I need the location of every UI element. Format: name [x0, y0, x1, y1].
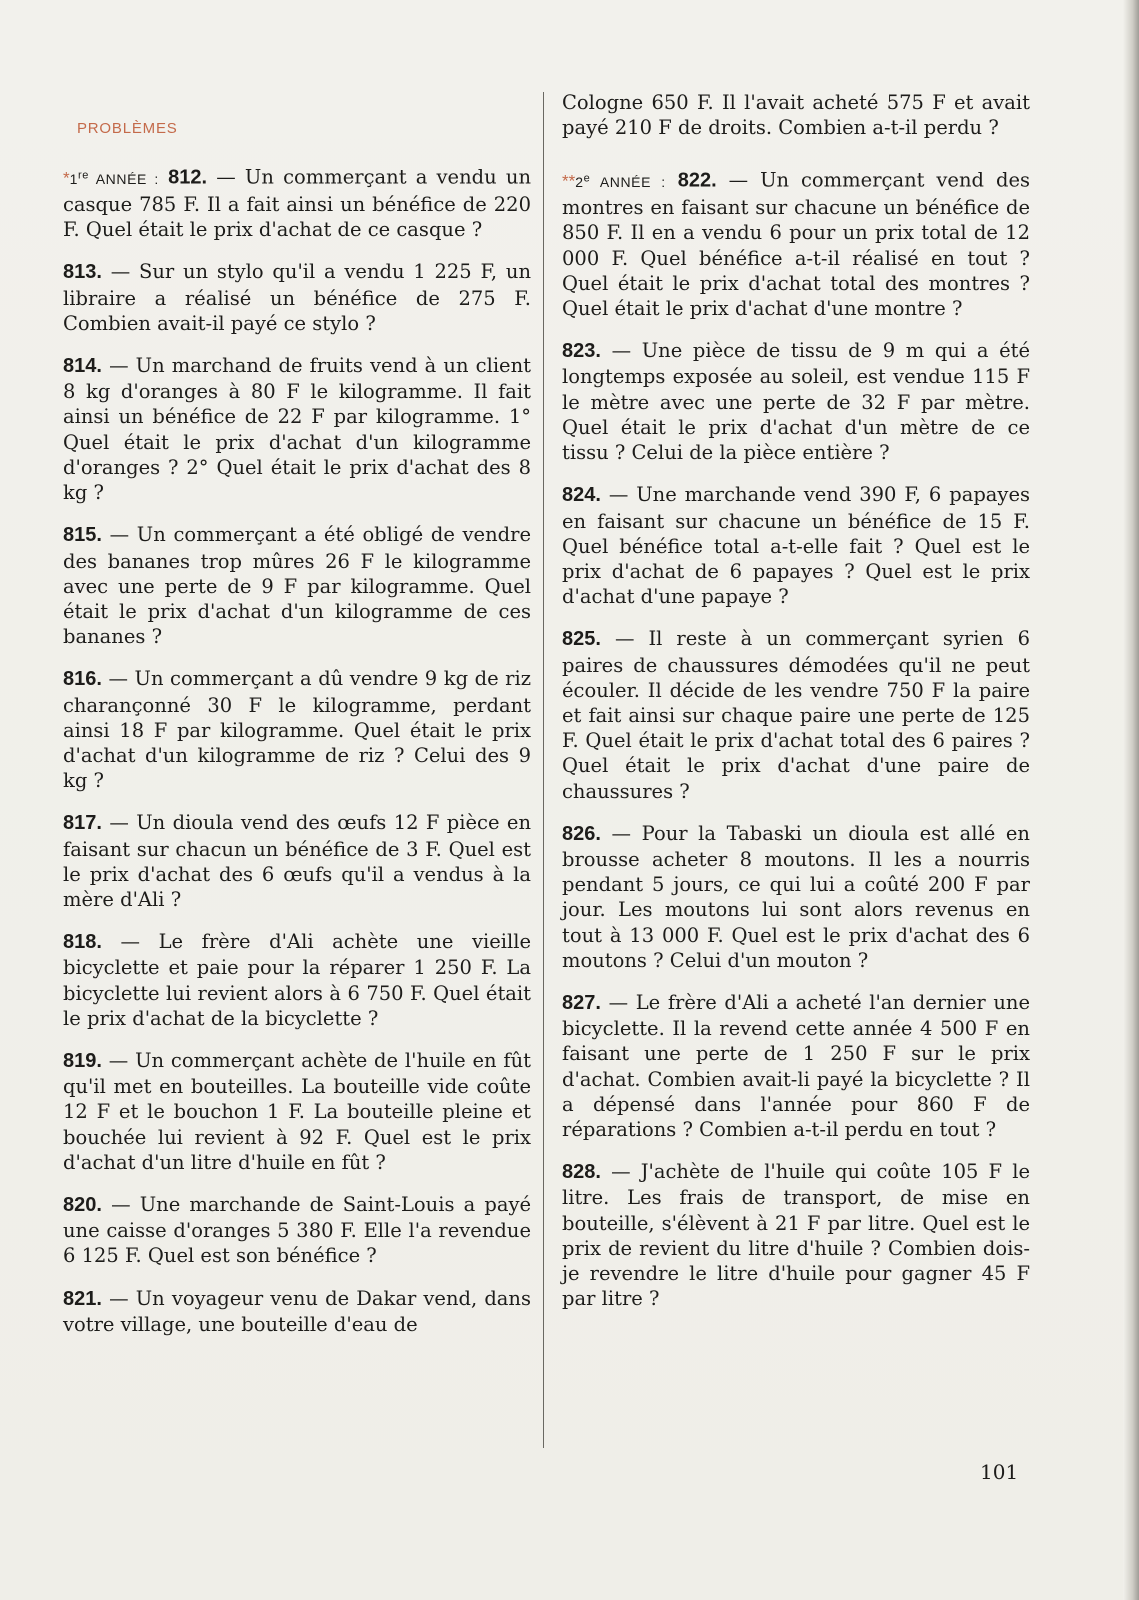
problem-text: — J'achète de l'huile qui coûte 105 F le litre. Les frais de transport, de mise en bouteille, s'élèvent à 21 F par litre. Quel est le prix de revient du litre d'huile ? Combien dois-je revendre le litre d'huile pour gagner 45 F par litre ? [562, 1160, 1030, 1311]
left-column [63, 116, 531, 1354]
problem-text: — Un commerçant a dû vendre 9 kg de riz charançonné 30 F le kilogramme, perdant ainsi 18 F par kilogramme. Quel était le prix d'achat d'un kilogramme de riz ? Celui des 9 kg ? [63, 667, 531, 793]
level-label: 2e ANNÉE : [575, 172, 666, 191]
section-title: PROBLÈMES [77, 120, 178, 137]
problem-text: — Un marchand de fruits vend à un client 8 kg d'oranges à 80 F le kilogramme. Il fait ainsi un bénéfice de 22 F par kilogramme. 1° Quel était le prix d'achat d'un kilogramme d'oranges ? 2° Quel était le prix d'achat des 8 kg ? [63, 354, 531, 505]
problem-number: 819. [63, 1049, 102, 1072]
problem-826 [562, 821, 1030, 973]
problem-number: 827. [562, 991, 601, 1014]
problem-text: — Pour la Tabaski un dioula est allé en brousse acheter 8 moutons. Il les a nourris pendant 5 jours, ce qui lui a coûté 200 F par jour. Les moutons lui sont alors revenus en tout à 13 000 F. Quel est le prix d'achat des 6 moutons ? Celui d'un mouton ? [562, 821, 1030, 972]
problem-text: — Sur un stylo qu'il a vendu 1 225 F, un libraire a réalisé un bénéfice de 275 F. Combien avait-il payé ce stylo ? [63, 260, 531, 335]
problem-number: 828. [562, 1161, 601, 1184]
level-label: 1re ANNÉE : [69, 169, 159, 187]
problem-812 [63, 163, 531, 242]
problem-number: 820. [63, 1193, 102, 1216]
problem-text: — Un dioula vend des œufs 12 F pièce en faisant sur chacun un bénéfice de 3 F. Quel est le prix d'achat des 6 œufs qu'il a vendus à la mère d'Ali ? [63, 811, 532, 911]
problem-821 [63, 1286, 531, 1337]
problem-text: — Il reste à un commerçant syrien 6 paires de chaussures démodées qu'il ne peut écouler. Il décide de les vendre 750 F la paire et fait ainsi sur chaque paire une perte de 125 F. Quel était le prix d'achat total des 6 paires ? Quel était le prix d'achat d'une paire de chaussures ? [562, 627, 1030, 803]
problem-number: 812. [168, 166, 208, 189]
problem-text: — Un commerçant achète de l'huile en fût qu'il met en bouteilles. La bouteille vide coûte 12 F et le bouchon 1 F. La bouteille pleine et bouchée lui revient à 92 F. Quel est le prix d'achat d'un litre d'huile en fût ? [63, 1048, 532, 1174]
problem-number: 822. [677, 170, 717, 193]
problem-number: 825. [562, 628, 601, 651]
problem-816 [63, 666, 531, 793]
column-divider [543, 92, 544, 1448]
problem-817 [63, 810, 531, 912]
problem-number: 824. [562, 484, 601, 507]
page-number: 101 [980, 1460, 1019, 1484]
problem-text: — Un voyageur venu de Dakar vend, dans votre village, une bouteille d'eau de [63, 1286, 532, 1336]
problem-number: 817. [63, 812, 102, 835]
problem-813 [63, 259, 531, 336]
problem-number: 813. [63, 261, 102, 284]
problem-text: — Une pièce de tissu de 9 m qui a été longtemps exposée au soleil, est vendue 115 F le mètre avec une perte de 32 F par mètre. Quel était le prix d'achat d'un mètre de ce tissu ? Celui de la pièce entière ? [562, 339, 1031, 465]
difficulty-stars: ** [562, 172, 576, 192]
problem-828 [562, 1159, 1030, 1311]
problem-text: — Le frère d'Ali achète une vieille bicyclette et paie pour la réparer 1 250 F. La bicyclette lui revient alors à 6 750 F. Quel était le prix d'achat de la bicyclette ? [63, 930, 531, 1030]
problem-825 [562, 626, 1030, 803]
problem-number: 821. [63, 1287, 102, 1310]
problem-815 [63, 522, 531, 649]
problem-number: 815. [63, 524, 102, 547]
right-column [562, 90, 1030, 1328]
problem-number: 823. [562, 340, 601, 363]
problem-814 [63, 353, 531, 505]
problem-text: — Une marchande vend 390 F, 6 papayes en faisant sur chacune un bénéfice de 15 F. Quel bénéfice total a-t-elle fait ? Quel est le prix d'achat de 6 papayes ? Quel est le prix d'achat d'une papaye ? [562, 483, 1030, 609]
problem-number: 826. [562, 822, 601, 845]
page-edge-shadow [1123, 0, 1139, 1600]
problem-text: — Une marchande de Saint-Louis a payé une caisse d'oranges 5 380 F. Elle l'a revendue 6 125 F. Quel est son bénéfice ? [63, 1192, 532, 1268]
problem-number: 814. [63, 355, 102, 378]
problem-number: 818. [63, 931, 102, 954]
problem-text: — Un commerçant vend des montres en faisant sur chacune un bénéfice de 850 F. Il en a vendu 6 pour un prix total de 12 000 F. Quel bénéfice a-t-il réalisé en tout ? Quel était le prix d'achat total des montres ? Quel était le prix d'achat d'une montre ? [562, 169, 1030, 321]
problem-820 [63, 1192, 531, 1269]
problem-text: — Un commerçant a été obligé de vendre des bananes trop mûres 26 F le kilogramme avec une perte de 9 F par kilogramme. Quel était le prix d'achat d'un kilogramme de ces bananes ? [63, 523, 531, 649]
problem-823 [562, 338, 1030, 465]
problem-819 [63, 1048, 531, 1175]
problem-text: — Un commerçant a vendu un casque 785 F. Il a fait ainsi un bénéfice de 220 F. Quel était le prix d'achat de ce casque ? [63, 165, 531, 242]
problem-821-continued [562, 90, 1030, 140]
problem-text: — Le frère d'Ali a acheté l'an dernier une bicyclette. Il la revend cette année 4 500 F en faisant une perte de 1 250 F sur le prix d'achat. Combien avait-li payé la bicyclette ? Il a dépensé dans l'année pour 860 F de réparations ? Combien a-t-il perdu en tout ? [562, 990, 1030, 1141]
difficulty-stars: * [63, 168, 70, 188]
problem-number: 816. [63, 668, 102, 691]
problem-824 [562, 482, 1030, 609]
problem-818 [63, 929, 531, 1031]
problem-text: Cologne 650 F. Il l'avait acheté 575 F et avait payé 210 F de droits. Combien a-t-il perdu ? [562, 91, 1030, 140]
problem-822 [562, 166, 1030, 321]
problem-827 [562, 990, 1030, 1142]
